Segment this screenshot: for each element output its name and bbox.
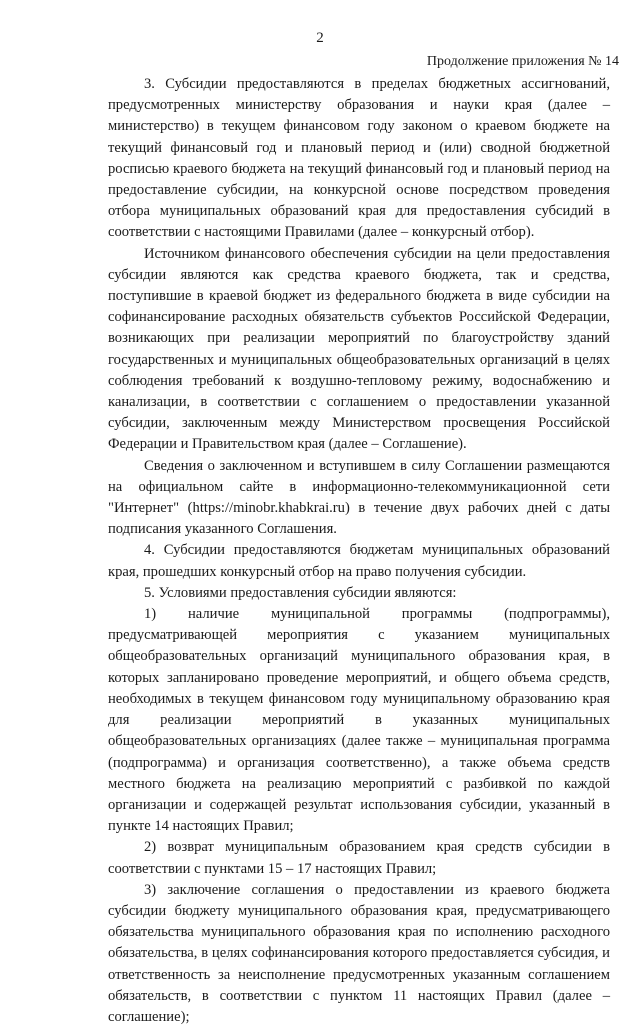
paragraph-agreement-publication: Сведения о заключенном и вступившем в силу Соглашении размещаются на официальном сайте в информационно-телекоммуникационной сети "Интернет" (https://minobr.khabkrai.ru) в течение двух рабочих дней с даты подписания указанного Соглашения.	[108, 457, 610, 538]
paragraph-funding-source: Источником финансового обеспечения субсидии на цели предоставления субсидии являются как средства краевого бюджета, так и средства, поступившие в краевой бюджет из федерального бюджета в виде субсидии на софинансирование расходных обязательств субъектов Российской Федерации, возникающих при реализации мероприятий по благоустройству зданий государственных и муниципальных общеобразовательных организаций в целях соблюдения требований к воздушно-тепловому режиму, водоснабжению и канализации, в соответствии с соглашением о предоставлении указанной субсидии, заключенным между Министерством просвещения Российской Федерации и Правительством края (далее – Соглашение).	[108, 245, 610, 453]
body-text	[108, 74, 610, 1028]
paragraph-condition-3: 3) заключение соглашения о предоставлении из краевого бюджета субсидии бюджету муниципального образования края, предусматривающего обязательства муниципального образования края по исполнению расходного обязательства, в целях софинансирования которого предоставляется субсидия, и ответственность за неисполнение предусмотренных указанным соглашением обязательств, в соответствии с пунктом 11 настоящих Правил (далее – соглашение);	[108, 881, 610, 1025]
paragraph-conditions-heading: 5. Условиями предоставления субсидии являются:	[144, 584, 457, 601]
paragraph-subsidy-allocation: 3. Субсидии предоставляются в пределах бюджетных ассигнований, предусмотренных министерству образования и науки края (далее – министерство) в текущем финансовом году законом о краевом бюджете на текущий финансовый год и плановый период и (или) сводной бюджетной росписью краевого бюджета на текущий финансовый год и плановый период на предоставление субсидии, на конкурсной основе посредством проведения отбора муниципальных образований края для предоставления субсидий в соответствии с настоящими Правилами (далее – конкурсный отбор).	[108, 76, 610, 241]
appendix-continuation-note: Продолжение приложения № 14	[426, 54, 619, 69]
paragraph-condition-1: 1) наличие муниципальной программы (подпрограммы), предусматривающей мероприятия с указанием муниципальных общеобразовательных организаций муниципального образования края, в которых запланировано проведение мероприятий, и общего объема средств, необходимых в текущем финансовом году муниципальному образованию края для реализации мероприятий в указанных муниципальных общеобразовательных организациях (далее также – муниципальная программа (подпрограмма) и организация соответственно), а также объема средств местного бюджета на реализацию мероприятий с разбивкой по каждой организации и содержащей результат использования субсидии, указанный в пункте 14 настоящих Правил;	[108, 606, 610, 835]
paragraph-condition-2: 2) возврат муниципальным образованием края средств субсидии в соответствии с пунктами 15 – 17 настоящих Правил;	[108, 839, 610, 877]
page-number: 2	[316, 30, 324, 46]
paragraph-recipients: 4. Субсидии предоставляются бюджетам муниципальных образований края, прошедших конкурсный отбор на право получения субсидии.	[108, 542, 610, 580]
